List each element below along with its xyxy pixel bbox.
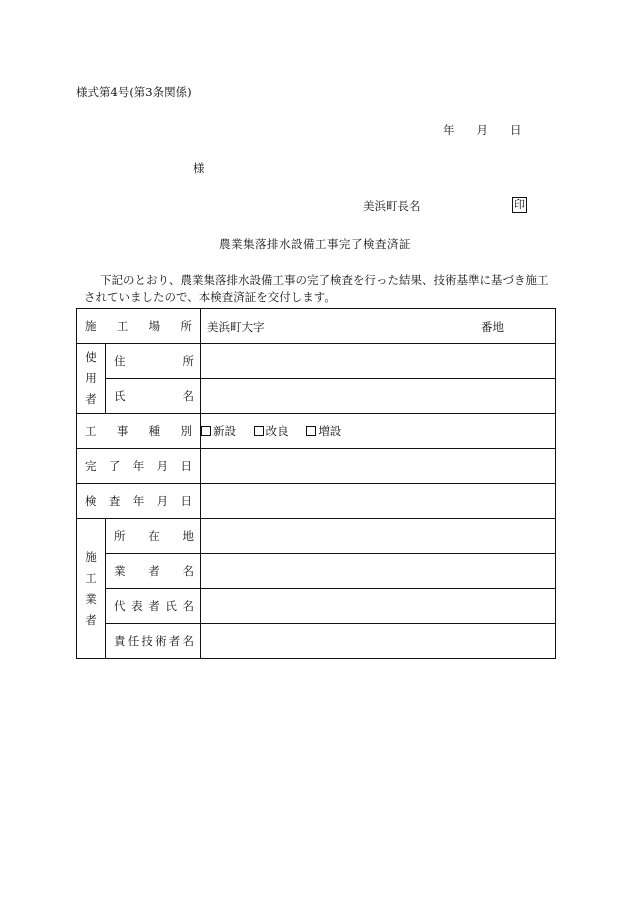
form-number: 様式第4号(第3条関係): [76, 85, 192, 99]
contractor-group-char: 業: [85, 591, 97, 606]
option-label: 改良: [265, 424, 289, 438]
user-group-char: 者: [85, 392, 97, 406]
date-line: [443, 122, 522, 138]
inspection-date-label-cell: [77, 484, 201, 519]
label-char: 業: [114, 564, 126, 578]
contractor-group-char: 工: [85, 570, 97, 585]
contractor-business-label-cell: [106, 554, 201, 589]
date-year-label: 年: [443, 123, 455, 137]
contractor-representative-field[interactable]: [201, 589, 556, 624]
user-address-label-cell: [106, 344, 201, 379]
label-char: 名: [182, 389, 194, 403]
inspection-date-label: [77, 493, 200, 509]
contractor-group-char: 者: [85, 612, 97, 627]
label-char: 日: [180, 494, 192, 508]
completion-date-field[interactable]: [201, 449, 556, 484]
label-char: 所: [114, 529, 126, 543]
completion-date-label: [77, 458, 200, 474]
label-char: 者: [148, 564, 160, 578]
place-label-char: 場: [148, 319, 161, 333]
label-char: 事: [116, 424, 129, 438]
label-char: 技: [141, 634, 153, 648]
row-contractor-engineer: [77, 624, 556, 659]
label-char: 地: [182, 529, 194, 543]
user-name-label: [106, 388, 200, 404]
place-value-cell[interactable]: [201, 309, 556, 344]
row-work-type: [77, 414, 556, 449]
contractor-engineer-label: [106, 633, 200, 649]
label-char: 名: [182, 599, 194, 613]
user-group-char: 使: [85, 350, 97, 364]
body-text: 下記のとおり、農業集落排水設備工事の完了検査を行った結果、技術基準に基づき施工されていましたので、本検査済証を交付します。: [84, 273, 549, 304]
label-char: 在: [148, 529, 160, 543]
work-type-label: [77, 423, 200, 439]
row-place: [77, 309, 556, 344]
user-group-label: [77, 344, 106, 414]
document-title: 農業集落排水設備工事完了検査済証: [219, 237, 411, 251]
contractor-group-label: [77, 519, 106, 659]
place-label-char: 所: [180, 319, 192, 333]
row-user-address: [77, 344, 556, 379]
label-char: 工: [85, 424, 97, 438]
work-type-options: [201, 414, 556, 449]
inspection-date-field[interactable]: [201, 484, 556, 519]
label-char: 月: [156, 459, 169, 473]
completion-date-label-cell: [77, 449, 201, 484]
work-type-label-cell: [77, 414, 201, 449]
contractor-location-field[interactable]: [201, 519, 556, 554]
label-char: 別: [180, 424, 192, 438]
contractor-representative-label-cell: [106, 589, 201, 624]
contractor-location-label-cell: [106, 519, 201, 554]
contractor-business-field[interactable]: [201, 554, 556, 589]
label-char: 任: [127, 634, 140, 648]
label-char: 完: [85, 459, 97, 473]
contractor-representative-label: [106, 598, 200, 614]
label-char: 表: [131, 599, 143, 613]
inspection-table: [76, 308, 556, 659]
label-char: 検: [85, 494, 97, 508]
work-type-option-new[interactable]: [201, 423, 236, 439]
label-char: 代: [114, 599, 126, 613]
contractor-engineer-field[interactable]: [201, 624, 556, 659]
contractor-group-char: 施: [85, 549, 97, 564]
label-char: 名: [182, 634, 194, 648]
user-address-field[interactable]: [201, 344, 556, 379]
contractor-engineer-label-cell: [106, 624, 201, 659]
checkbox-extend[interactable]: [306, 426, 316, 436]
place-label: [77, 318, 200, 334]
row-completion-date: [77, 449, 556, 484]
addressee-suffix: 様: [193, 161, 205, 175]
contractor-location-label: [106, 528, 200, 544]
row-contractor-representative: [77, 589, 556, 624]
user-group-char: 用: [85, 371, 97, 385]
label-char: 年: [132, 494, 145, 508]
place-label-char: 施: [85, 319, 97, 333]
label-char: 者: [148, 599, 160, 613]
label-char: 者: [168, 634, 181, 648]
option-label: 増設: [318, 424, 342, 438]
checkbox-new[interactable]: [201, 426, 211, 436]
user-name-label-cell: [106, 379, 201, 414]
label-char: 月: [156, 494, 169, 508]
label-char: 術: [155, 634, 167, 648]
label-char: 種: [148, 424, 161, 438]
row-user-name: [77, 379, 556, 414]
checkbox-improve[interactable]: [254, 426, 264, 436]
label-char: 住: [114, 354, 126, 368]
row-inspection-date: [77, 484, 556, 519]
label-char: 査: [108, 494, 121, 508]
place-prefix: 美浜町大字: [207, 320, 265, 334]
seal-mark: 印: [514, 198, 525, 211]
option-label: 新設: [213, 424, 236, 438]
label-char: 日: [180, 459, 192, 473]
date-month-label: 月: [476, 123, 488, 137]
label-char: 所: [182, 354, 194, 368]
label-char: 了: [108, 459, 121, 473]
label-char: 氏: [114, 389, 126, 403]
row-contractor-location: [77, 519, 556, 554]
label-char: 年: [132, 459, 145, 473]
work-type-option-extend[interactable]: [306, 423, 341, 439]
place-label-cell: [77, 309, 201, 344]
place-label-char: 工: [116, 319, 129, 333]
place-suffix: 番地: [481, 320, 504, 334]
user-name-field[interactable]: [201, 379, 556, 414]
work-type-option-improve[interactable]: [254, 423, 289, 439]
label-char: 責: [114, 634, 126, 648]
row-contractor-business: [77, 554, 556, 589]
issuer-name: 美浜町長名: [363, 199, 421, 213]
label-char: 名: [182, 564, 194, 578]
label-char: 氏: [165, 599, 177, 613]
date-day-label: 日: [510, 123, 522, 137]
contractor-business-label: [106, 563, 200, 579]
user-address-label: [106, 353, 200, 369]
